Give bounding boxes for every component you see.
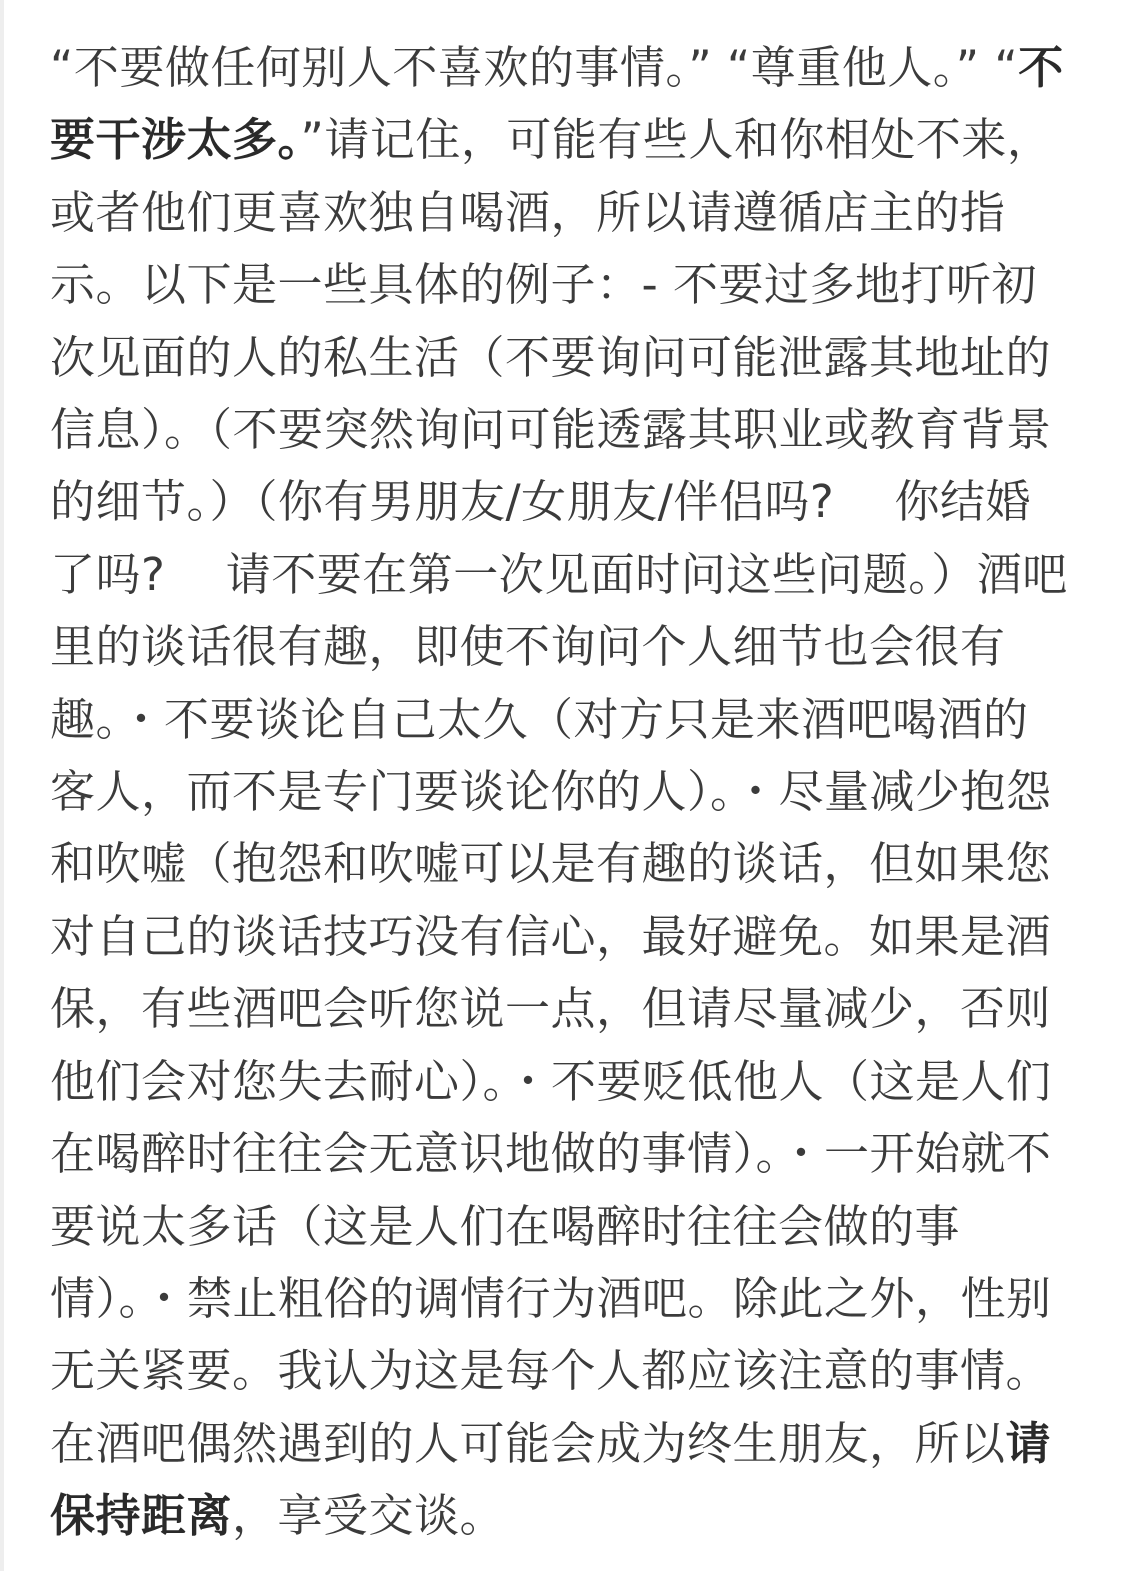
bold-phrase: 请保持距离 bbox=[50, 1416, 1052, 1543]
text-segment: ，享受交谈。 bbox=[232, 1489, 506, 1543]
text-segment: “不要做任何别人不喜欢的事情。” “尊重他人。” “ bbox=[50, 41, 1019, 94]
text-segment: ”请记住，可能有些人和你相处不来，或者他们更喜欢独自喝酒，所以请遵循店主的指示。以下是一些具体的例子：- 不要过多地打听初次见面的人的私生活（不要询问可能泄露其地址的信息）。（不要突然询问可能透露其职业或教育背景的细节。）（你有男朋友/女朋友/伴侣吗? 你结婚了吗? 请不要在第一次见面时问这些问题。）酒吧里的谈话很有趣，即使不询问个人细节也会很有趣。・不要谈论自己太久（对方只是来酒吧喝酒的客人，而不是专门要谈论你的人）。・尽量减少抱怨和吹嘘（抱怨和吹嘘可以是有趣的谈话，但如果您对自己的谈话技巧没有信心，最好避免。如果是酒保，有些酒吧会听您说一点，但请尽量减少，否则他们会对您失去耐心）。・不要贬低他人（这是人们在喝醉时往往会无意识地做的事情）。・一开始就不要说太多话（这是人们在喝醉时往往会做的事情）。・禁止粗俗的调情行为酒吧。除此之外，性别无关紧要。我认为这是每个人都应该注意的事情。在酒吧偶然遇到的人可能会成为终生朋友，所以 bbox=[50, 113, 1068, 1470]
bold-phrase: 不要干涉太多。 bbox=[50, 41, 1064, 167]
left-edge-divider bbox=[0, 0, 4, 1571]
article-paragraph bbox=[50, 32, 1070, 1553]
